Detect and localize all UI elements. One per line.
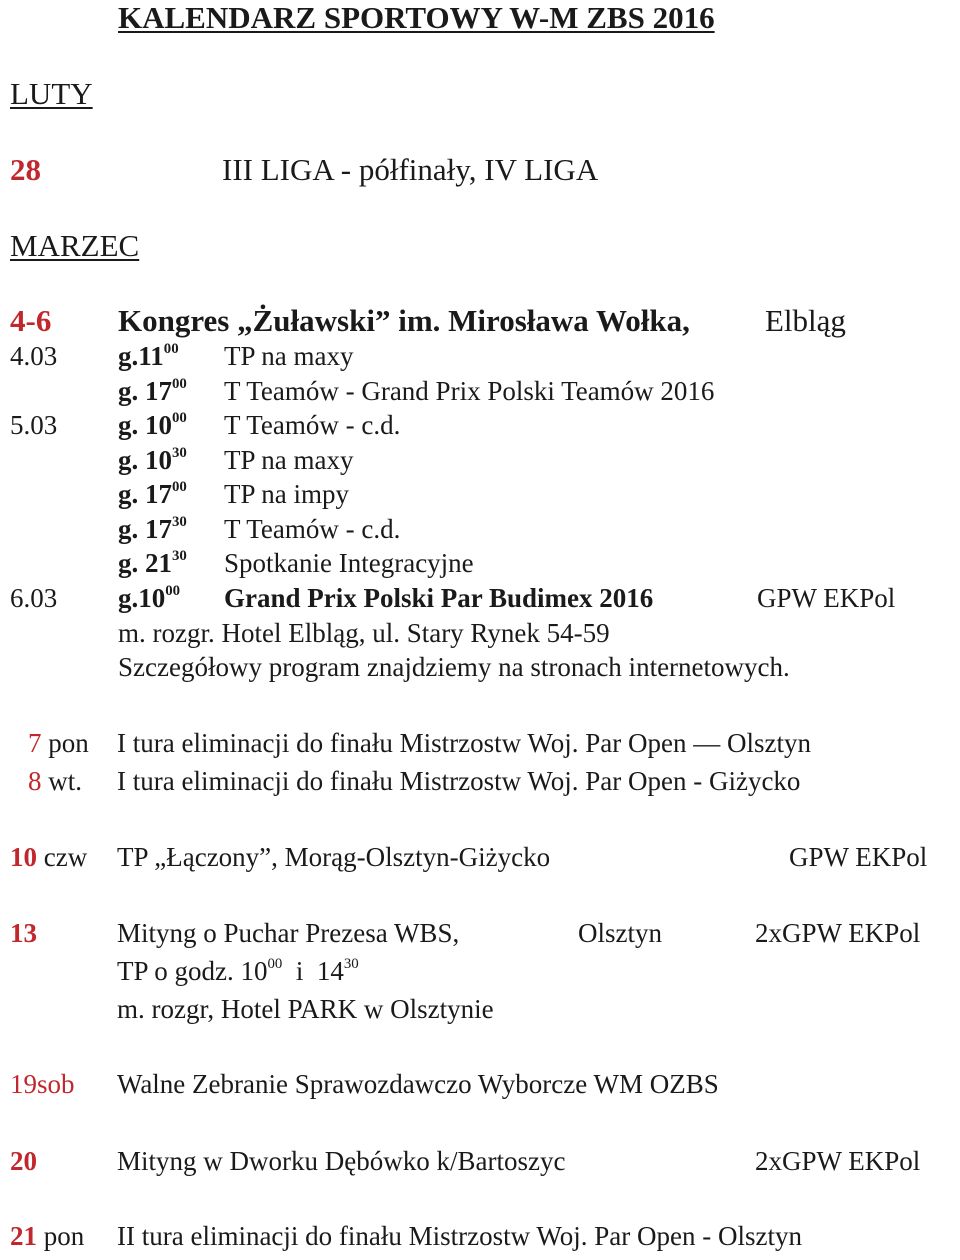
schedule-text: TP na maxy	[224, 341, 354, 371]
schedule-date: 6.03	[10, 583, 58, 613]
page-title: KALENDARZ SPORTOWY W-M ZBS 2016	[118, 0, 715, 35]
kongres-title: Kongres „Żuławski” im. Mirosława Wołka,	[118, 303, 690, 338]
schedule-time: $g.11^{00}$	[118, 341, 179, 371]
event-place: Olsztyn	[578, 918, 662, 948]
month-heading-march: MARZEC	[10, 228, 140, 263]
gpw-tag: GPW EKPol	[789, 842, 928, 872]
schedule-time: g. $10^{00}$	[118, 410, 187, 440]
event-day: 8 wt.	[28, 766, 82, 796]
event-text: Mityng w Dworku Dębówko k/Bartoszyc	[117, 1146, 566, 1176]
event-text: I tura eliminacji do finału Mistrzostw Woj. Par Open - Giżycko	[117, 766, 801, 796]
event-day: 7 pon	[28, 728, 89, 758]
schedule-text: T Teamów - Grand Prix Polski Teamów 2016	[224, 376, 715, 406]
schedule-time: g. $17^{00}$	[118, 376, 187, 406]
schedule-text: T Teamów - c.d.	[224, 514, 401, 544]
schedule-time: $g.10^{00}$	[118, 583, 181, 613]
event-date: 28	[10, 152, 41, 187]
schedule-time: g. $17^{00}$	[118, 479, 187, 509]
schedule-text: T Teamów - c.d.	[224, 410, 401, 440]
event-day: 10 czw	[10, 842, 88, 872]
event-day: 20	[10, 1146, 37, 1176]
event-text: Walne Zebranie Sprawozdawczo Wyborcze WM OZBS	[117, 1069, 719, 1099]
event-time: TP o godz. $10^{00}$ i $14^{30}$	[117, 956, 359, 986]
schedule-date: 5.03	[10, 410, 58, 440]
schedule-text: Spotkanie Integracyjne	[224, 548, 474, 578]
kongres-place: Elbląg	[765, 303, 846, 338]
schedule-time: g. $21^{30}$	[118, 548, 187, 578]
gpw-tag: GPW EKPol	[757, 583, 896, 613]
schedule-text: TP na impy	[224, 479, 349, 509]
schedule-text: TP na maxy	[224, 445, 354, 475]
schedule-time: g. $10^{30}$	[118, 445, 187, 475]
event-text: I tura eliminacji do finału Mistrzostw Woj. Par Open — Olsztyn	[117, 728, 811, 758]
gpw-tag: 2xGPW EKPol	[755, 918, 921, 948]
program-note: Szczegółowy program znajdziemy na stronach internetowych.	[118, 652, 790, 682]
venue-text: m. rozgr. Hotel Elbląg, ul. Stary Rynek 54-59	[118, 618, 610, 648]
event-day: 21 pon	[10, 1221, 85, 1251]
event-date: 4-6	[10, 303, 52, 338]
venue-text: m. rozgr, Hotel PARK w Olsztynie	[117, 994, 494, 1024]
event-text: Mityng o Puchar Prezesa WBS,	[117, 918, 460, 948]
month-heading-february: LUTY	[10, 76, 93, 111]
grand-prix-title: Grand Prix Polski Par Budimex 2016	[224, 583, 654, 613]
event-text: TP „Łączony”, Morąg-Olsztyn-Giżycko	[117, 842, 551, 872]
schedule-date: 4.03	[10, 341, 58, 371]
schedule-time: g. $17^{30}$	[118, 514, 187, 544]
event-day: 19sob	[10, 1069, 75, 1099]
gpw-tag: 2xGPW EKPol	[755, 1146, 921, 1176]
event-text: III LIGA - półfinały, IV LIGA	[222, 152, 599, 187]
event-text: II tura eliminacji do finału Mistrzostw Woj. Par Open - Olsztyn	[117, 1221, 802, 1251]
event-day: 13	[10, 918, 37, 948]
